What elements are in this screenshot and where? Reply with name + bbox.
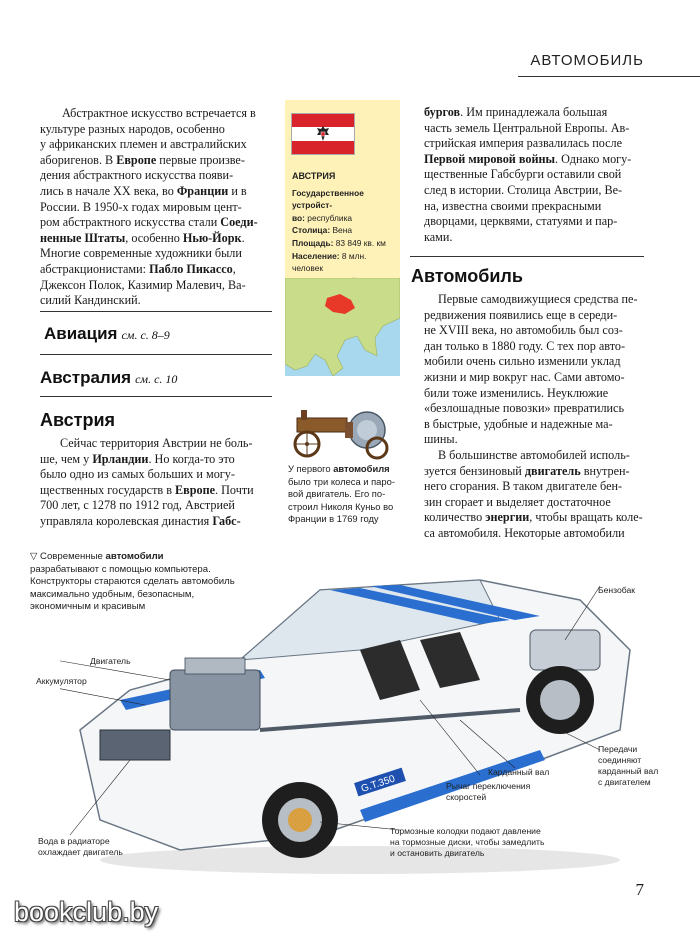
text-line: часть земель Центральной Европы. Ав- (424, 120, 630, 135)
entry-rule (410, 256, 644, 257)
text-line: не XVIII века, но автомобиль был соз- (424, 323, 623, 338)
text-line: первые произве- (156, 152, 245, 167)
link-picasso[interactable]: Пабло Пикассо (149, 261, 233, 276)
text-line: у африканских племен и австралийских (40, 137, 247, 152)
link-engine[interactable]: двигатель (524, 463, 581, 478)
entry-rule (40, 396, 272, 397)
label-line: охлаждает двигатель (38, 847, 123, 857)
text-line: , особенно (125, 230, 183, 245)
fact-value: республика (307, 212, 353, 223)
text-line: дворцами, церквями, статуями и пар- (424, 214, 618, 229)
text-line: ками. (424, 229, 453, 244)
text-line: «безлошадные повозки» превратились (424, 401, 625, 416)
fact-label: во: (292, 212, 305, 223)
caption-line: Конструкторы стараются сделать автомобиль (30, 576, 235, 588)
label-line: Передачи (598, 744, 638, 754)
label-line: Рычаг переключения (446, 781, 531, 791)
text-line: на, известна своими прекрасными (424, 198, 602, 213)
text-line: ше, чем у (40, 451, 93, 466)
abstract-art-paragraph: Абстрактное искусство встречается в культуре разных народов, особенно у африканских племен и австралийских аборигенов. В Европе первые произве- дения абстрактного искусства появи- лись в начале XX века, во Франции и в России. В 1950-х годах мировым цент- ром абстрактного искусства стали Соеди- ненные Штаты, особенно Нью-Йорк. Многие современные художники были абстракционистами: Пабло Пикассо, Джексон Полок, Казимир Малевич, Ва- силий Кандинский. (40, 106, 258, 308)
text-line: ром абстрактного искусства стали (40, 215, 221, 230)
caption-line: вой двигатель. Его по- (288, 488, 386, 500)
label-fuel-tank: Бензобак (598, 585, 636, 595)
link-automobile[interactable]: автомобиля (333, 463, 390, 474)
text-line: культуре разных народов, особенно (40, 121, 225, 136)
text-line: было одно из самых больших и могу- (40, 467, 235, 482)
label-driveshaft: Карданный вал (488, 767, 550, 777)
label-radiator (38, 836, 123, 858)
text-line: жизни и мир вокруг нас. Сами автомо- (424, 369, 625, 384)
link-ireland[interactable]: Ирландии (92, 451, 149, 466)
caption-line: разрабатывают с помощью компьютера. (30, 563, 211, 575)
caption-line: максимально удобным, безопасным, (30, 588, 195, 600)
text-line: мобили очень сильно изменили уклад (424, 354, 621, 369)
label-line: на тормозные диски, чтобы замедлить (390, 837, 545, 847)
fact-label: Площадь: (292, 237, 334, 248)
page-number: 7 (635, 880, 644, 899)
header-rule (518, 76, 700, 77)
link-energy[interactable]: энергии (485, 510, 530, 525)
text-line: . Почти (215, 482, 254, 497)
entry-australia[interactable] (40, 368, 177, 388)
link-usa-cont[interactable]: ненные Штаты (40, 230, 126, 245)
link-europe[interactable]: Европе (175, 482, 216, 497)
text-line: лись в начале XX века, во (40, 183, 177, 198)
text-line: управляла королевская династия (40, 513, 213, 528)
gt350-badge: G.T.350 (359, 773, 397, 795)
text-line: щественных государств в (40, 482, 176, 497)
label-line: скоростей (446, 792, 487, 802)
label-line: Тормозные колодки подают давление (390, 826, 541, 836)
link-habsburg[interactable]: Габс- (212, 513, 241, 528)
text-line: стрийская империя развалилась после (424, 136, 623, 151)
cugnot-steam-carriage-illustration (287, 400, 397, 460)
caption-line: У первого (288, 463, 334, 474)
austria-locator-map (285, 278, 400, 376)
watermark: bookclub.by (14, 897, 159, 927)
europe-map-icon (285, 278, 400, 376)
link-france[interactable]: Франции (176, 183, 229, 198)
text-line: редвижения появились еще в середи- (424, 307, 618, 322)
entry-rule (40, 354, 272, 355)
fact-value: Вена (332, 225, 352, 236)
text-line: внутрен- (580, 463, 630, 478)
text-line: Джексон Полок, Казимир Малевич, Ва- (40, 277, 246, 292)
cross-reference: см. с. 8–9 (121, 328, 170, 342)
entry-title: Авиация (44, 324, 118, 343)
text-line: в быстрые, удобные и надежные ма- (424, 416, 613, 431)
text-line: Многие современные художники были (40, 246, 242, 261)
austria-paragraph (40, 436, 272, 530)
text-line: . Но когда-то это (148, 451, 235, 466)
link-habsburg[interactable]: бургов (424, 105, 461, 119)
text-line: России. В 1950-х годах мировым цент- (40, 199, 242, 214)
link-automobile[interactable]: автомобили (105, 551, 164, 562)
text-line: зуется бензиновый (424, 463, 525, 478)
text-line: след в истории. Столица Австрии, Ве- (424, 182, 623, 197)
entry-aviation[interactable] (44, 324, 170, 344)
caption-line: Франции в 1769 году (288, 513, 379, 525)
cugnot-caption (288, 463, 400, 526)
austria-flag (291, 113, 355, 155)
label-brakes (390, 826, 544, 859)
label-line: Вода в радиаторе (38, 836, 110, 846)
coat-of-arms-icon (315, 125, 331, 143)
text-line: са автомобиля. Некоторые автомобили (424, 525, 625, 540)
automobile-paragraph (424, 292, 644, 542)
austria-continuation-paragraph (424, 105, 644, 245)
fact-label: Государственное устройст- (292, 187, 364, 211)
fact-label: Население: (292, 250, 340, 261)
text-line: аборигенов. В (40, 152, 117, 167)
link-europe[interactable]: Европе (116, 152, 157, 167)
label-battery: Аккумулятор (36, 676, 87, 686)
factbox-country: АВСТРИЯ (292, 171, 336, 181)
link-new-york[interactable]: Нью-Йорк (182, 230, 242, 245)
link-usa[interactable]: Соеди- (220, 215, 258, 230)
entry-automobile-title: Автомобиль (411, 266, 523, 286)
text-line: 700 лет, с 1278 по 1912 год, Австрией (40, 498, 235, 513)
text-line: дения абстрактного искусства появи- (40, 168, 234, 183)
caption-line: строил Николя Куньо во (288, 500, 394, 512)
text-line: зин сгорает и выделяет достаточное (424, 494, 611, 509)
caption-line: ▽ Современные (30, 551, 106, 562)
text-line: Абстрактное искусство встречается в (62, 106, 256, 120)
caption-line: было три колеса и паро- (288, 475, 395, 487)
caption-line: экономичным и красивым (30, 601, 146, 613)
car-caption (30, 551, 270, 614)
text-line: . Однако могу- (555, 151, 632, 166)
fact-value: 8 млн. человек (292, 250, 367, 274)
text-line: абстракционистами: (40, 261, 150, 276)
cross-reference: см. с. 10 (135, 372, 178, 386)
label-line: соединяют (598, 755, 642, 765)
fact-label: Столица: (292, 225, 331, 236)
label-line: карданный вал (598, 766, 659, 776)
text-line: дан только в 1880 году. С тех пор авто- (424, 338, 626, 353)
text-line: силий Кандинский. (40, 293, 141, 308)
text-line: Первые самодвижущиеся средства пе- (438, 292, 638, 306)
text-line: В большинстве автомобилей исполь- (438, 447, 630, 462)
label-engine: Двигатель (90, 656, 131, 666)
link-world-war-1[interactable]: Первой мировой войны (424, 151, 556, 166)
section-header: АВТОМОБИЛЬ (530, 52, 644, 69)
text-line: били тоже изменились. Неуклюжие (424, 385, 609, 400)
entry-title: Австралия (40, 368, 132, 387)
text-line: и в (228, 183, 247, 198)
entry-austria-title: Австрия (40, 410, 116, 430)
text-line: щественные Габсбурги оставили свой (424, 167, 622, 182)
entry-rule (40, 311, 272, 312)
label-line: и остановить двигатель (390, 848, 485, 858)
label-gear-lever (446, 781, 530, 803)
text-line: Сейчас территория Австрии не боль- (60, 436, 253, 450)
text-line: , чтобы вращать коле- (529, 510, 643, 525)
fact-value: 83 849 кв. км (335, 237, 386, 248)
text-line: . Им принадлежала большая (460, 105, 608, 119)
text-line: шины. (424, 432, 458, 447)
text-line: него сгорания. В таком двигателе бен- (424, 479, 623, 494)
label-transmission (598, 744, 658, 788)
text-line: количество (424, 510, 486, 525)
label-line: с двигателем (598, 777, 651, 787)
